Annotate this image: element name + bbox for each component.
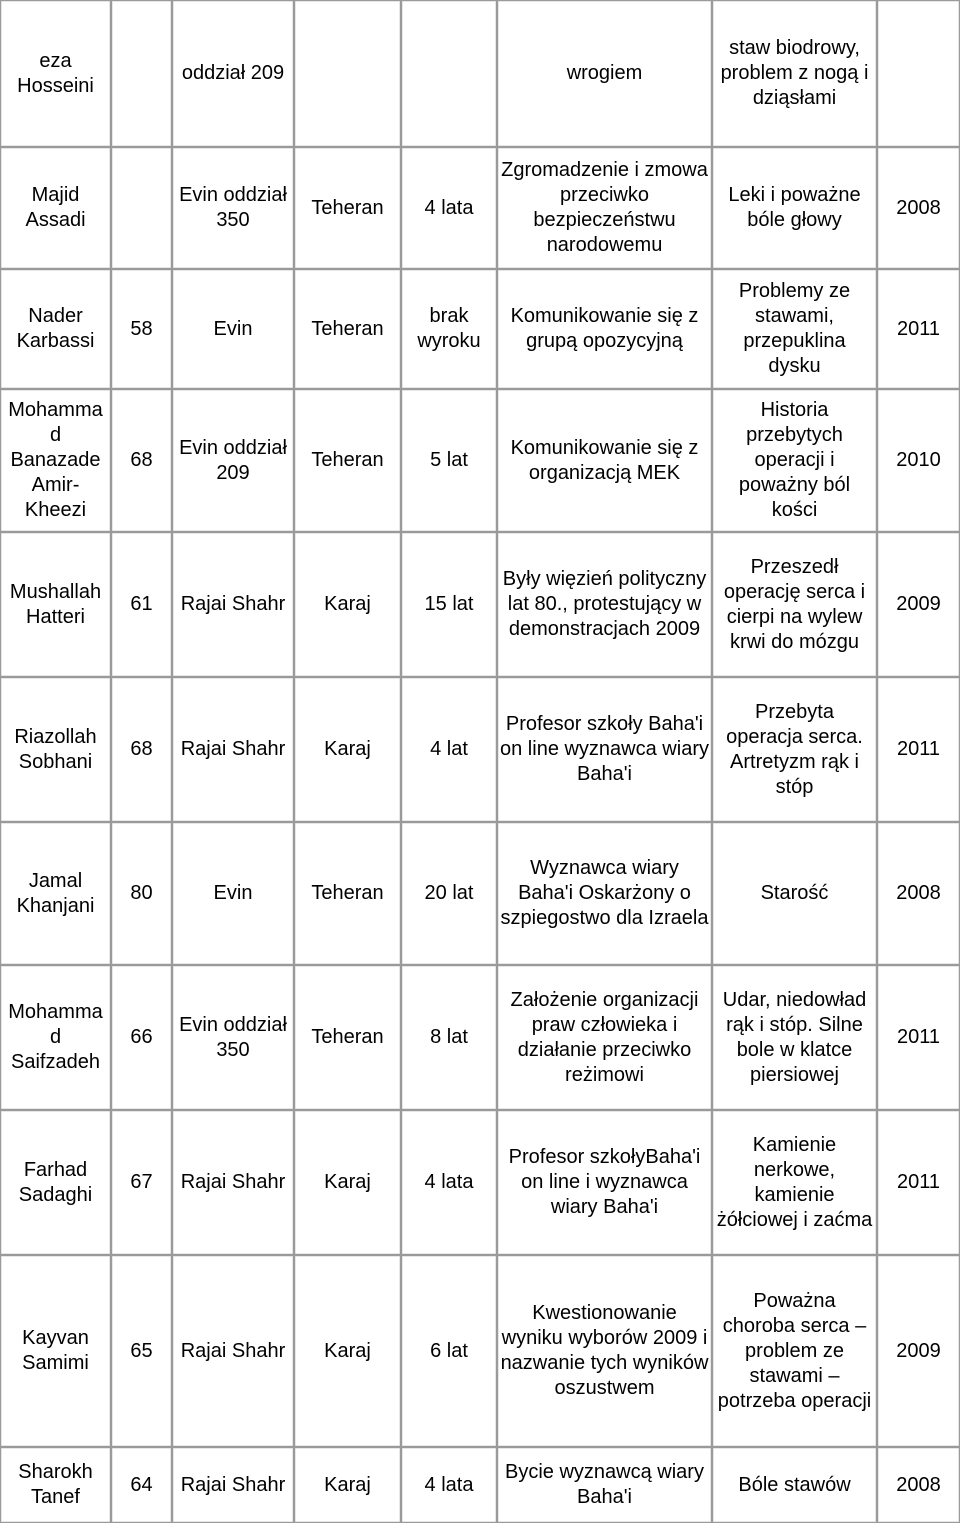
prisoner-age: 66 <box>111 965 172 1110</box>
prisoner-city: Teheran <box>294 269 401 389</box>
prisoner-health: Historia przebytych operacji i poważny ból kości <box>712 389 877 532</box>
prisoner-name: Farhad Sadaghi <box>0 1110 111 1255</box>
table-row <box>0 389 960 532</box>
prisoner-charge: Profesor szkoły Baha'i on line wyznawca wiary Baha'i <box>497 677 712 822</box>
prisoner-name: eza Hosseini <box>0 0 111 147</box>
prisoner-charge: Założenie organizacji praw człowieka i działanie przeciwko reżimowi <box>497 965 712 1110</box>
prisoner-prison: Evin <box>172 269 294 389</box>
prisoner-age: 61 <box>111 532 172 677</box>
prisoner-health: staw biodrowy, problem z nogą i dziąsłami <box>712 0 877 147</box>
prisoner-sentence: 20 lat <box>401 822 497 965</box>
prisoner-health: Problemy ze stawami, przepuklina dysku <box>712 269 877 389</box>
prisoner-name: Nader Karbassi <box>0 269 111 389</box>
prisoner-charge: Zgromadzenie i zmowa przeciwko bezpieczeństwu narodowemu <box>497 147 712 269</box>
prisoner-sentence <box>401 0 497 147</box>
prisoner-prison: Evin oddział 350 <box>172 965 294 1110</box>
prisoner-year: 2008 <box>877 147 960 269</box>
prisoner-sentence: 8 lat <box>401 965 497 1110</box>
prisoner-city: Karaj <box>294 532 401 677</box>
prisoner-charge: Kwestionowanie wyniku wyborów 2009 i nazwanie tych wyników oszustwem <box>497 1255 712 1447</box>
prisoner-city: Karaj <box>294 1255 401 1447</box>
prisoner-charge: Wyznawca wiary Baha'i Oskarżony o szpiegostwo dla Izraela <box>497 822 712 965</box>
prisoner-year: 2009 <box>877 532 960 677</box>
prisoner-charge: Profesor szkołyBaha'i on line i wyznawca wiary Baha'i <box>497 1110 712 1255</box>
prisoner-year <box>877 0 960 147</box>
prisoner-prison: Rajai Shahr <box>172 677 294 822</box>
prisoner-year: 2010 <box>877 389 960 532</box>
prisoner-name: Mushallah Hatteri <box>0 532 111 677</box>
prisoner-sentence: 4 lata <box>401 1110 497 1255</box>
prisoner-health: Starość <box>712 822 877 965</box>
prisoner-sentence: 4 lata <box>401 147 497 269</box>
prisoner-age: 64 <box>111 1447 172 1523</box>
prisoner-name: Mohammad Banazade Amir-Kheezi <box>0 389 111 532</box>
prisoner-charge: Były więzień polityczny lat 80., protestujący w demonstracjach 2009 <box>497 532 712 677</box>
prisoner-age: 68 <box>111 389 172 532</box>
prisoner-prison: oddział 209 <box>172 0 294 147</box>
prisoner-charge: wrogiem <box>497 0 712 147</box>
prisoner-age: 68 <box>111 677 172 822</box>
prisoner-sentence: 4 lata <box>401 1447 497 1523</box>
prisoner-prison: Rajai Shahr <box>172 532 294 677</box>
prisoner-health: Leki i poważne bóle głowy <box>712 147 877 269</box>
prisoner-city: Teheran <box>294 822 401 965</box>
table-row <box>0 0 960 147</box>
prisoner-age <box>111 0 172 147</box>
prisoner-city: Teheran <box>294 389 401 532</box>
prisoner-age <box>111 147 172 269</box>
prisoner-health: Kamienie nerkowe, kamienie żółciowej i zaćma <box>712 1110 877 1255</box>
prisoner-year: 2009 <box>877 1255 960 1447</box>
prisoner-charge: Komunikowanie się z grupą opozycyjną <box>497 269 712 389</box>
prisoner-year: 2011 <box>877 269 960 389</box>
table-row <box>0 965 960 1110</box>
prisoner-charge: Bycie wyznawcą wiary Baha'i <box>497 1447 712 1523</box>
prisoner-year: 2008 <box>877 1447 960 1523</box>
table-row <box>0 822 960 965</box>
prisoner-city: Teheran <box>294 147 401 269</box>
prisoner-charge: Komunikowanie się z organizacją MEK <box>497 389 712 532</box>
prisoner-year: 2011 <box>877 1110 960 1255</box>
table-row <box>0 1255 960 1447</box>
prisoner-sentence: brak wyroku <box>401 269 497 389</box>
prisoner-name: Sharokh Tanef <box>0 1447 111 1523</box>
prisoner-health: Przeszedł operację serca i cierpi na wylew krwi do mózgu <box>712 532 877 677</box>
prisoner-age: 58 <box>111 269 172 389</box>
table-row <box>0 147 960 269</box>
prisoner-sentence: 5 lat <box>401 389 497 532</box>
prisoner-health: Poważna choroba serca – problem ze stawami – potrzeba operacji <box>712 1255 877 1447</box>
prisoner-health: Udar, niedowład rąk i stóp. Silne bole w klatce piersiowej <box>712 965 877 1110</box>
table-row <box>0 269 960 389</box>
prisoner-year: 2008 <box>877 822 960 965</box>
prisoner-prison: Rajai Shahr <box>172 1110 294 1255</box>
prisoner-name: Kayvan Samimi <box>0 1255 111 1447</box>
prisoner-sentence: 4 lat <box>401 677 497 822</box>
prisoner-city: Karaj <box>294 1447 401 1523</box>
prisoner-city: Karaj <box>294 1110 401 1255</box>
prisoner-name: Mohammad Saifzadeh <box>0 965 111 1110</box>
prisoner-health: Bóle stawów <box>712 1447 877 1523</box>
table-row <box>0 1110 960 1255</box>
prisoner-name: Riazollah Sobhani <box>0 677 111 822</box>
prisoner-sentence: 15 lat <box>401 532 497 677</box>
prisoner-name: Jamal Khanjani <box>0 822 111 965</box>
prisoner-prison: Rajai Shahr <box>172 1255 294 1447</box>
prisoner-prison: Evin oddział 209 <box>172 389 294 532</box>
prisoner-age: 80 <box>111 822 172 965</box>
prisoner-prison: Evin <box>172 822 294 965</box>
prisoner-city <box>294 0 401 147</box>
prisoner-age: 67 <box>111 1110 172 1255</box>
prisoner-sentence: 6 lat <box>401 1255 497 1447</box>
prisoner-health: Przebyta operacja serca. Artretyzm rąk i stóp <box>712 677 877 822</box>
prisoner-name: Majid Assadi <box>0 147 111 269</box>
prisoner-year: 2011 <box>877 677 960 822</box>
prisoner-city: Karaj <box>294 677 401 822</box>
prisoner-prison: Evin oddział 350 <box>172 147 294 269</box>
table-row <box>0 532 960 677</box>
prisoner-prison: Rajai Shahr <box>172 1447 294 1523</box>
prisoner-year: 2011 <box>877 965 960 1110</box>
prisoner-age: 65 <box>111 1255 172 1447</box>
table-row <box>0 677 960 822</box>
table-row <box>0 1447 960 1523</box>
prisoner-city: Teheran <box>294 965 401 1110</box>
